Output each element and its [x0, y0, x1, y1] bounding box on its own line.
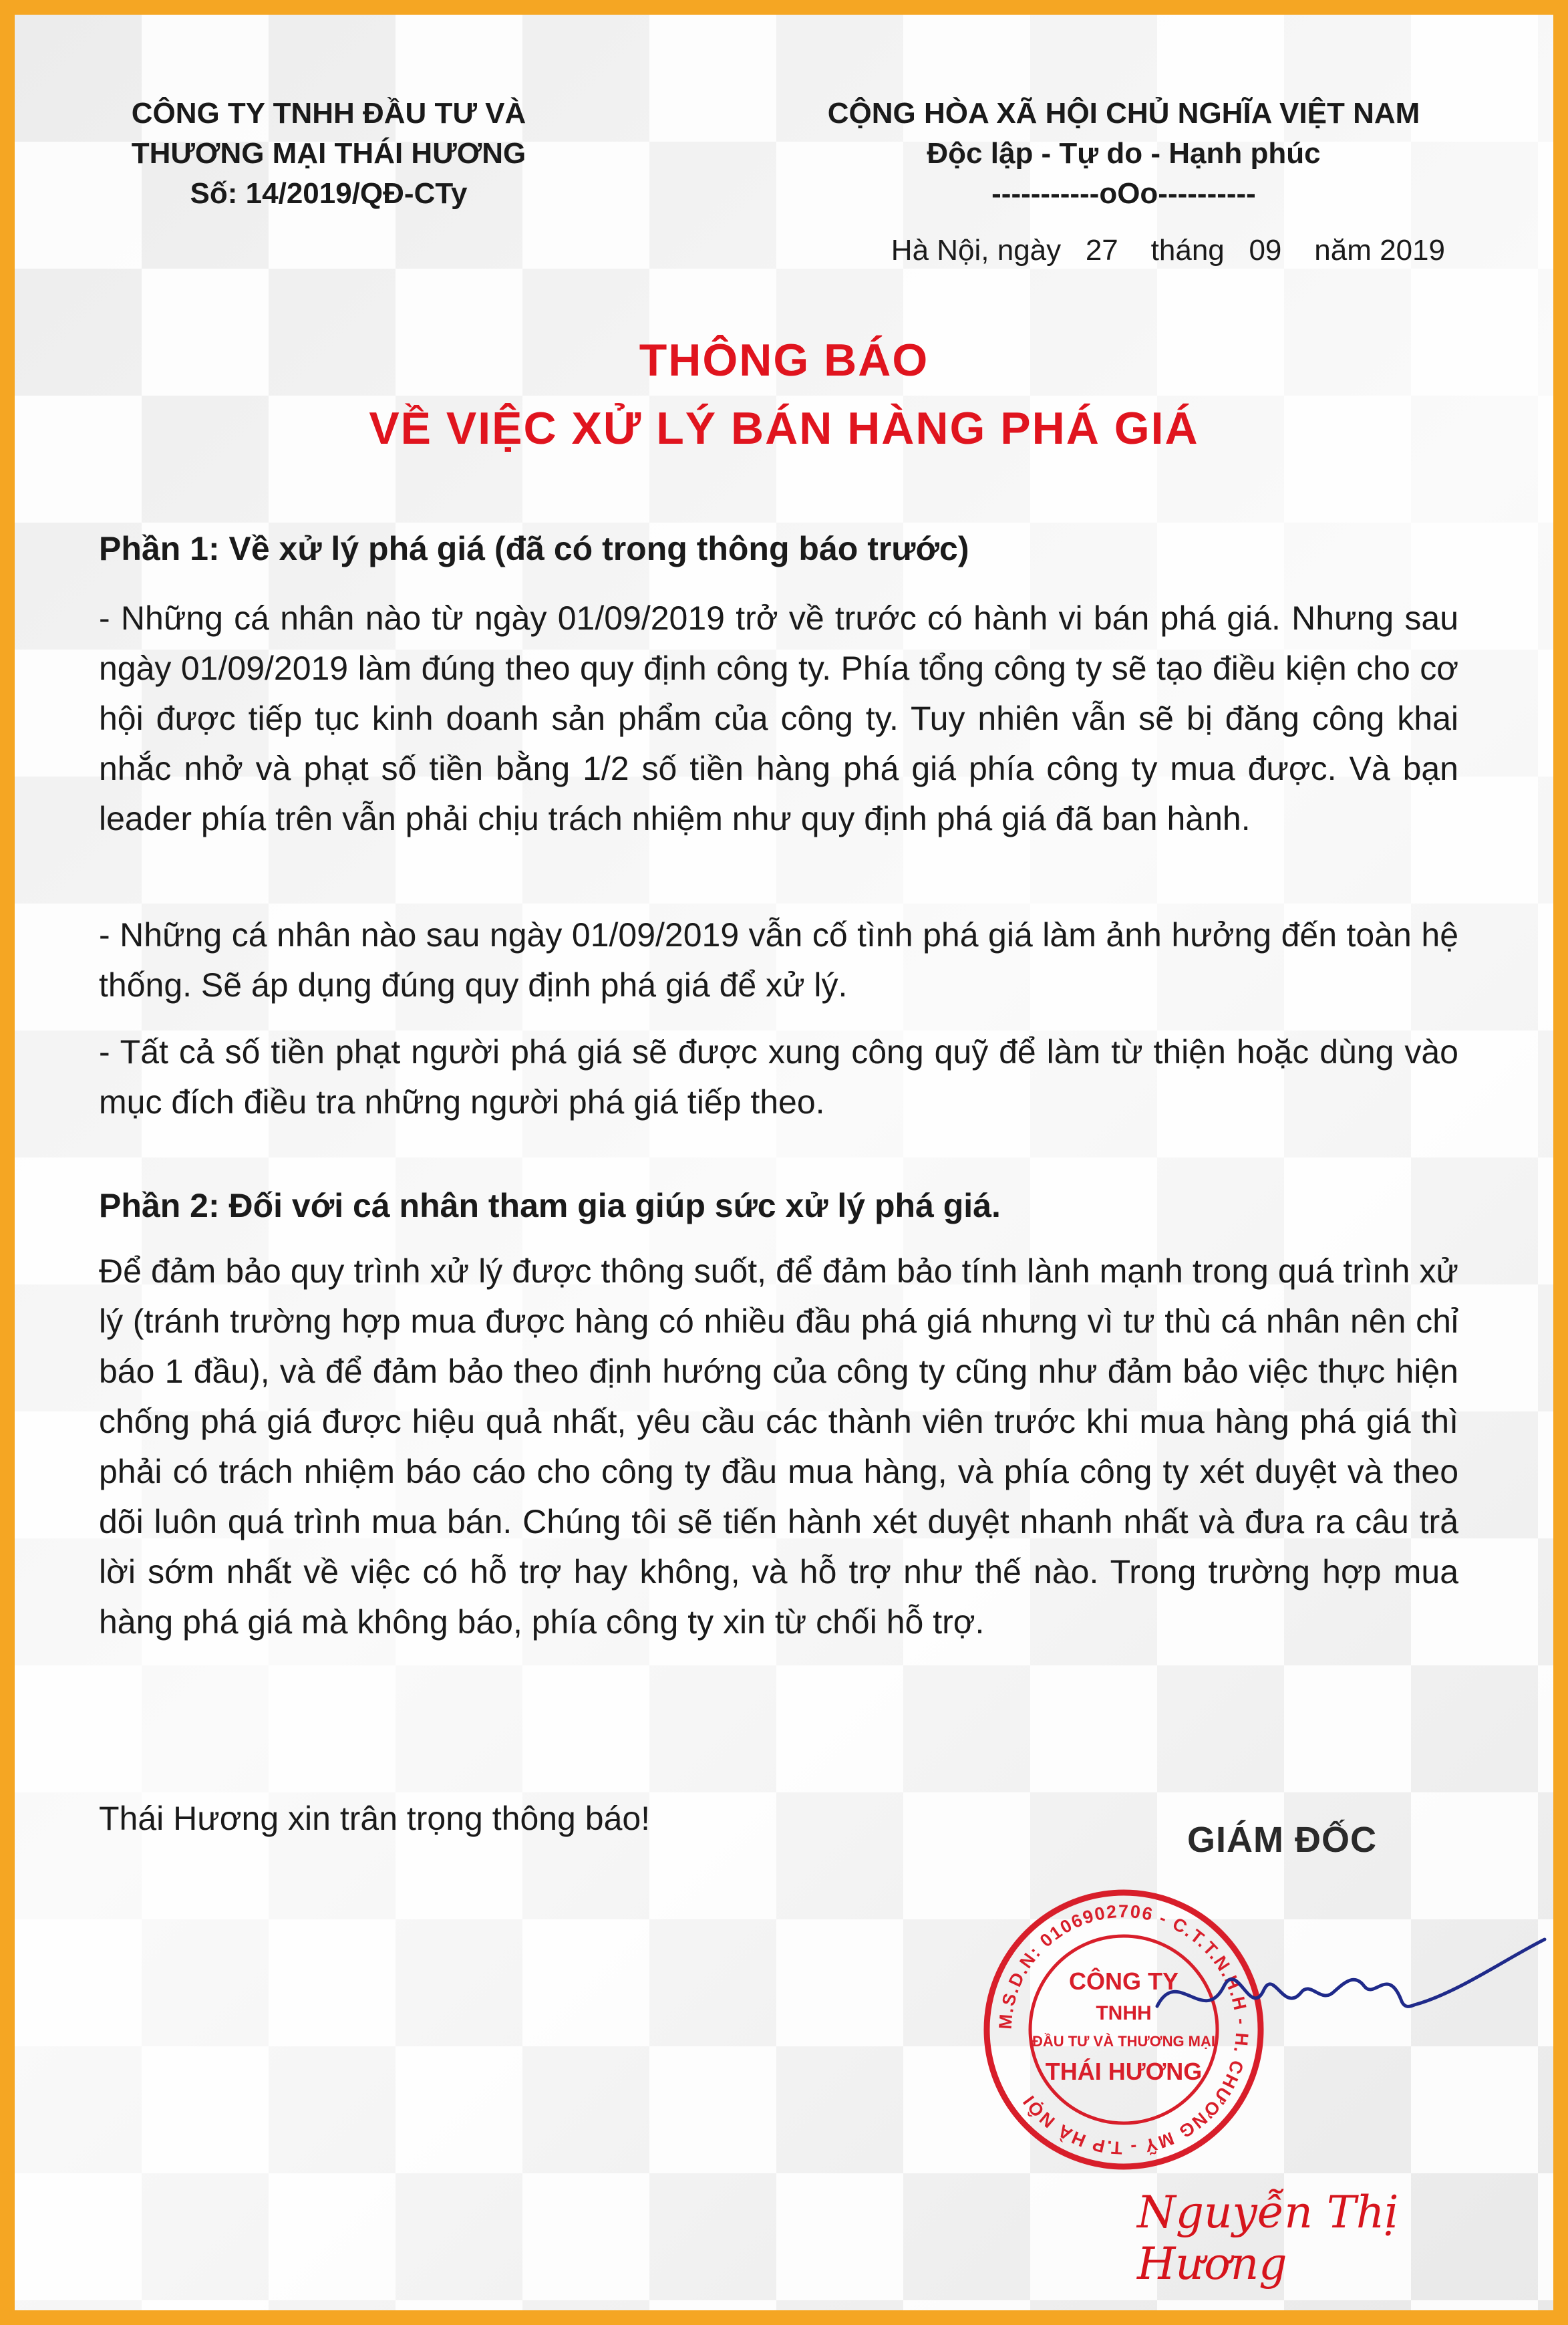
- document-title: THÔNG BÁO: [639, 335, 929, 386]
- signature-ink-stroke: [1157, 1939, 1545, 2006]
- director-title: GIÁM ĐỐC: [1187, 1820, 1377, 1860]
- company-name-line2: THƯƠNG MẠI THÁI HƯƠNG: [131, 137, 526, 170]
- seal-line-1: CÔNG TY: [1068, 1967, 1179, 1995]
- seal-line-3: ĐẦU TƯ VÀ THƯƠNG MẠI: [1032, 2033, 1216, 2050]
- part2-heading: Phần 2: Đối với cá nhân tham gia giúp sức xử lý phá giá.: [99, 1187, 1001, 1224]
- part1-paragraph-1: - Những cá nhân nào từ ngày 01/09/2019 trở về trước có hành vi bán phá giá. Nhưng sau ngày 01/09/2019 làm đúng theo quy định công ty. Phía tổng công ty sẽ tạo điều kiện cho cơ hội được tiếp tục kinh doanh sản phẩm của công ty. Tuy nhiên vẫn sẽ bị đăng công khai nhắc nhở và phạt số tiền bằng 1/2 số tiền hàng phá giá phía công ty mua được. Và bạn leader phía trên vẫn phải chịu trách nhiệm như quy định phá giá đã ban hành.: [99, 599, 1458, 837]
- document-subtitle: VỀ VIỆC XỬ LÝ BÁN HÀNG PHÁ GIÁ: [369, 403, 1199, 454]
- part1-paragraph-3: - Tất cả số tiền phạt người phá giá sẽ được xung công quỹ để làm từ thiện hoặc dùng vào mục đích điều tra những người phá giá tiếp theo.: [99, 1033, 1458, 1121]
- seal-line-4: THÁI HƯƠNG: [1045, 2058, 1203, 2085]
- national-header: [756, 94, 1491, 214]
- part1-heading: Phần 1: Về xử lý phá giá (đã có trong thông báo trước): [99, 530, 969, 567]
- handwritten-signature: [1150, 1926, 1551, 2060]
- national-motto: Độc lập - Tự do - Hạnh phúc: [927, 137, 1321, 170]
- company-header: [82, 94, 576, 214]
- document-number: Số: 14/2019/QĐ-CTy: [190, 177, 468, 210]
- signer-name: Nguyễn Thị Hương: [1137, 2187, 1399, 2290]
- part2-paragraph-1: Để đảm bảo quy trình xử lý được thông suốt, để đảm bảo tính lành mạnh trong quá trình xử lý (tránh trường hợp mua được hàng có nhiều đầu phá giá nhưng vì tư thù cá nhân nên chỉ báo 1 đầu), và để đảm bảo theo định hướng của công ty cũng như đảm bảo việc thực hiện chống phá giá được hiệu quả nhất, yêu cầu các thành viên trước khi mua hàng phá giá thì phải có trách nhiệm báo cáo cho công ty đầu mua hàng, và phía công ty xét duyệt và theo dõi luôn quá trình mua bán. Chúng tôi sẽ tiến hành xét duyệt nhanh nhất và đưa ra câu trả lời sớm nhất về việc có hỗ trợ hay không, và hỗ trợ như thế nào. Trong trường hợp mua hàng phá giá mà không báo, phía công ty xin từ chối hỗ trợ.: [99, 1252, 1458, 1641]
- seal-ring-text: M.S.D.N: 0106902706 - C.T.T.N.H.H - H. CHƯƠNG MỸ - T.P HÀ NỘI: [995, 1901, 1253, 2159]
- seal-line-2: TNHH: [1096, 2002, 1152, 2024]
- closing-line: Thái Hương xin trân trọng thông báo!: [99, 1800, 651, 1837]
- company-name-line1: CÔNG TY TNHH ĐẦU TƯ VÀ: [131, 97, 526, 130]
- date-line: Hà Nội, ngày 27 tháng 09 năm 2019: [891, 234, 1445, 267]
- part1-paragraph-2: - Những cá nhân nào sau ngày 01/09/2019 vẫn cố tình phá giá làm ảnh hưởng đến toàn hệ thống. Sẽ áp dụng đúng quy định phá giá để xử lý.: [99, 916, 1458, 1004]
- national-title: CỘNG HÒA XÃ HỘI CHỦ NGHĨA VIỆT NAM: [827, 97, 1420, 130]
- header-divider: -----------oOo----------: [991, 177, 1256, 210]
